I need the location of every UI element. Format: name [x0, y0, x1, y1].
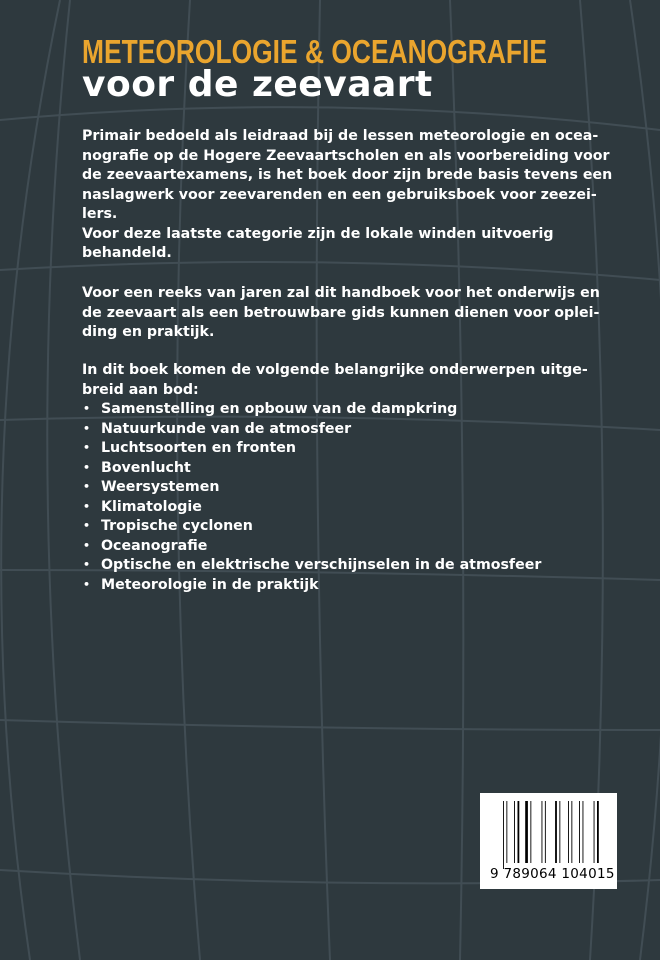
barcode-bar [568, 801, 569, 863]
book-subtitle: voor de zeevaart [82, 64, 433, 105]
barcode-bar [542, 801, 543, 863]
topic-item: • Tropische cyclonen [82, 517, 588, 537]
barcode-bar [518, 801, 520, 863]
barcode-bar [525, 801, 528, 863]
description-paragraph-1 [82, 127, 612, 264]
text-line: ding en praktijk. [82, 324, 215, 340]
topic-item: • Samenstelling en opbouw van de dampkring [82, 400, 588, 420]
description-paragraph-2 [82, 284, 600, 343]
barcode-bar [503, 801, 504, 869]
isbn-barcode [480, 793, 617, 889]
text-line: In dit boek komen de volgende belangrijke onderwerpen uitge- [82, 362, 588, 378]
text-line: naslagwerk voor zeevarenden en een gebruiksboek voor zeezei- [82, 186, 597, 203]
topic-item: • Bovenlucht [82, 459, 588, 479]
topic-item: • Luchtsoorten en fronten [82, 439, 588, 459]
text-line: Voor een reeks van jaren zal dit handboek voor het onderwijs en [82, 285, 600, 301]
isbn-number: 9 789064 104015 [490, 866, 615, 882]
book-title: METEOROLOGIE & OCEANOGRAFIE [82, 33, 547, 70]
barcode-bar [530, 801, 531, 863]
barcode-bar [579, 801, 580, 863]
text-line: nografie op de Hogere Zeevaartscholen en als voorbereiding voor [82, 147, 610, 164]
text-line: de zeevaartexamens, is het boek door zijn brede basis tevens een [82, 167, 613, 183]
topic-item: • Oceanografie [82, 537, 588, 557]
barcode-bar [594, 801, 595, 863]
barcode-bar [597, 801, 599, 863]
barcode-bar [555, 801, 557, 863]
text-line: Primair bedoeld als leidraad bij de lessen meteorologie en ocea- [82, 128, 599, 144]
barcode-bar [583, 801, 584, 863]
barcode-bar [545, 801, 546, 863]
barcode-bar [559, 801, 560, 863]
barcode-bar [514, 801, 515, 863]
text-line: lers. [82, 206, 118, 222]
topic-list [82, 400, 588, 595]
barcode-bars-icon [503, 801, 603, 869]
topic-item: • Weersystemen [82, 478, 588, 498]
barcode-bar [506, 801, 507, 863]
text-line: de zeevaart als een betrouwbare gids kunnen dienen voor oplei- [82, 304, 600, 321]
topic-item: • Optische en elektrische verschijnselen in de atmosfeer [82, 556, 588, 576]
text-line: Voor deze laatste categorie zijn de lokale winden uitvoerig [82, 225, 554, 242]
text-line: behandeld. [82, 245, 172, 261]
topic-item: • Meteorologie in de praktijk [82, 576, 588, 596]
text-line: breid aan bod: [82, 381, 199, 398]
description-paragraph-3 [82, 361, 588, 595]
topic-item: • Natuurkunde van de atmosfeer [82, 420, 588, 440]
topic-item: • Klimatologie [82, 498, 588, 518]
barcode-bar [571, 801, 572, 863]
